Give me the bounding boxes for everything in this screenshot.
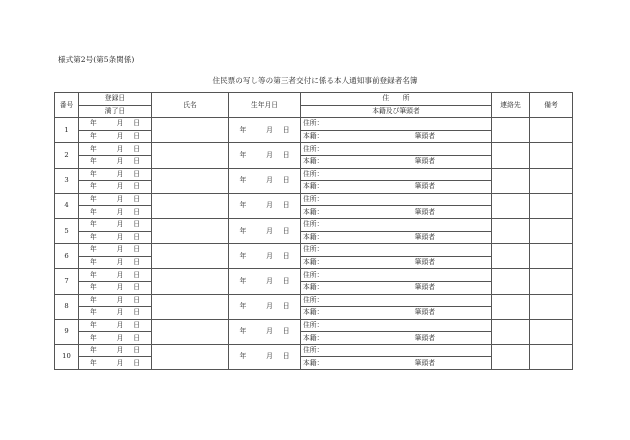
name-cell[interactable] [152, 193, 229, 218]
remarks-cell[interactable] [530, 244, 573, 269]
birth-date-cell[interactable] [229, 344, 301, 369]
household-head-label: 筆頭者 [414, 358, 435, 367]
date-year-label: 年 [90, 295, 97, 304]
table-row [55, 319, 573, 332]
domicile-label: 本籍： [303, 132, 324, 141]
date-month-label: 月 [266, 150, 273, 159]
date-year-label: 年 [239, 125, 247, 134]
date-year-label: 年 [90, 220, 97, 229]
expiry-date-cell[interactable] [79, 130, 152, 143]
date-year-label: 年 [90, 320, 97, 329]
household-head-label: 筆頭者 [414, 333, 435, 342]
date-month-label: 月 [266, 251, 273, 260]
header-birth-date: 生年月日 [229, 93, 301, 118]
domicile-cell[interactable] [301, 307, 492, 320]
address-label: 住所： [303, 270, 324, 279]
domicile-cell[interactable] [301, 155, 492, 168]
table-row [55, 143, 573, 156]
date-day-label: 日 [133, 220, 140, 229]
remarks-cell[interactable] [530, 193, 573, 218]
date-month-label: 月 [266, 226, 273, 235]
name-cell[interactable] [152, 143, 229, 168]
date-year-label: 年 [239, 327, 247, 336]
domicile-label: 本籍： [303, 232, 324, 241]
date-month-label: 月 [266, 352, 273, 361]
date-month-label: 月 [116, 295, 124, 304]
row-number: 9 [55, 319, 79, 344]
address-label: 住所： [303, 195, 324, 204]
birth-date-cell[interactable] [229, 168, 301, 193]
domicile-cell[interactable] [301, 130, 492, 143]
date-year-label: 年 [90, 245, 97, 254]
date-day-label: 日 [282, 176, 290, 185]
birth-date-cell[interactable] [229, 143, 301, 168]
registration-date-cell[interactable] [79, 344, 152, 357]
registration-date-cell[interactable] [79, 118, 152, 131]
address-label: 住所： [303, 295, 324, 304]
domicile-label: 本籍： [303, 333, 324, 342]
household-head-label: 筆頭者 [414, 308, 435, 317]
remarks-cell[interactable] [530, 319, 573, 344]
domicile-label: 本籍： [303, 207, 324, 216]
row-number: 5 [55, 218, 79, 243]
name-cell[interactable] [152, 269, 229, 294]
date-day-label: 日 [282, 201, 290, 210]
expiry-date-cell[interactable] [79, 357, 152, 370]
address-label: 住所： [303, 320, 324, 329]
address-cell[interactable] [301, 118, 492, 131]
name-cell[interactable] [152, 319, 229, 344]
date-month-label: 月 [116, 308, 124, 317]
date-year-label: 年 [239, 226, 247, 235]
date-month-label: 月 [266, 125, 273, 134]
header-expiry-date: 満了日 [79, 105, 152, 118]
birth-date-cell[interactable] [229, 218, 301, 243]
address-label: 住所： [303, 220, 324, 229]
date-month-label: 月 [266, 276, 273, 285]
date-month-label: 月 [266, 302, 273, 311]
contact-cell[interactable] [492, 218, 530, 243]
row-number: 8 [55, 294, 79, 319]
domicile-cell[interactable] [301, 357, 492, 370]
address-label: 住所： [303, 245, 324, 254]
address-cell[interactable] [301, 344, 492, 357]
date-day-label: 日 [133, 320, 140, 329]
date-month-label: 月 [116, 169, 124, 178]
address-cell[interactable] [301, 168, 492, 181]
row-number: 10 [55, 344, 79, 369]
birth-date-cell[interactable] [229, 319, 301, 344]
date-day-label: 日 [282, 327, 290, 336]
date-day-label: 日 [133, 132, 140, 141]
domicile-cell[interactable] [301, 206, 492, 219]
date-day-label: 日 [133, 346, 140, 355]
registration-date-cell[interactable] [79, 244, 152, 257]
header-number: 番号 [55, 93, 79, 118]
header-domicile: 本籍及び筆頭者 [301, 105, 492, 118]
date-month-label: 月 [116, 207, 124, 216]
address-label: 住所： [303, 346, 324, 355]
address-cell[interactable] [301, 319, 492, 332]
name-cell[interactable] [152, 218, 229, 243]
date-year-label: 年 [90, 358, 97, 367]
expiry-date-cell[interactable] [79, 206, 152, 219]
date-year-label: 年 [239, 201, 247, 210]
expiry-date-cell[interactable] [79, 231, 152, 244]
expiry-date-cell[interactable] [79, 256, 152, 269]
date-day-label: 日 [282, 276, 290, 285]
domicile-label: 本籍： [303, 157, 324, 166]
date-day-label: 日 [133, 157, 140, 166]
domicile-label: 本籍： [303, 182, 324, 191]
date-month-label: 月 [116, 333, 124, 342]
date-month-label: 月 [116, 320, 124, 329]
header-contact: 連絡先 [492, 93, 530, 118]
date-year-label: 年 [90, 182, 97, 191]
domicile-cell[interactable] [301, 181, 492, 194]
table-row [55, 193, 573, 206]
name-cell[interactable] [152, 168, 229, 193]
date-year-label: 年 [239, 176, 247, 185]
contact-cell[interactable] [492, 118, 530, 143]
header-address: 住 所 [301, 93, 492, 106]
date-month-label: 月 [266, 201, 273, 210]
row-number: 2 [55, 143, 79, 168]
row-number: 1 [55, 118, 79, 143]
header-registration-date: 登録日 [79, 93, 152, 106]
household-head-label: 筆頭者 [414, 157, 435, 166]
remarks-cell[interactable] [530, 294, 573, 319]
address-cell[interactable] [301, 218, 492, 231]
expiry-date-cell[interactable] [79, 281, 152, 294]
date-month-label: 月 [266, 327, 273, 336]
date-year-label: 年 [90, 258, 97, 267]
date-year-label: 年 [90, 132, 97, 141]
date-month-label: 月 [116, 195, 124, 204]
remarks-cell[interactable] [530, 344, 573, 369]
date-day-label: 日 [133, 144, 140, 153]
date-year-label: 年 [90, 119, 97, 128]
registration-date-cell[interactable] [79, 218, 152, 231]
domicile-label: 本籍： [303, 258, 324, 267]
header-remarks: 備考 [530, 93, 573, 118]
table-row [55, 344, 573, 357]
date-year-label: 年 [90, 308, 97, 317]
birth-date-cell[interactable] [229, 244, 301, 269]
date-day-label: 日 [133, 232, 140, 241]
date-day-label: 日 [282, 352, 290, 361]
household-head-label: 筆頭者 [414, 182, 435, 191]
table-row [55, 269, 573, 282]
birth-date-cell[interactable] [229, 294, 301, 319]
contact-cell[interactable] [492, 269, 530, 294]
birth-date-cell[interactable] [229, 193, 301, 218]
household-head-label: 筆頭者 [414, 283, 435, 292]
date-month-label: 月 [116, 245, 124, 254]
contact-cell[interactable] [492, 319, 530, 344]
date-year-label: 年 [90, 346, 97, 355]
contact-cell[interactable] [492, 344, 530, 369]
contact-cell[interactable] [492, 193, 530, 218]
household-head-label: 筆頭者 [414, 207, 435, 216]
date-year-label: 年 [90, 195, 97, 204]
date-year-label: 年 [239, 352, 247, 361]
name-cell[interactable] [152, 344, 229, 369]
address-label: 住所： [303, 144, 324, 153]
date-day-label: 日 [282, 150, 290, 159]
date-year-label: 年 [90, 169, 97, 178]
date-month-label: 月 [116, 270, 124, 279]
date-year-label: 年 [239, 150, 247, 159]
date-month-label: 月 [116, 358, 124, 367]
date-year-label: 年 [90, 232, 97, 241]
domicile-label: 本籍： [303, 283, 324, 292]
remarks-cell[interactable] [530, 143, 573, 168]
registration-date-cell[interactable] [79, 294, 152, 307]
remarks-cell[interactable] [530, 118, 573, 143]
date-month-label: 月 [116, 132, 124, 141]
date-day-label: 日 [133, 333, 140, 342]
header-name: 氏名 [152, 93, 229, 118]
date-day-label: 日 [133, 258, 140, 267]
date-day-label: 日 [133, 358, 140, 367]
table-row [55, 118, 573, 131]
contact-cell[interactable] [492, 168, 530, 193]
date-month-label: 月 [116, 283, 124, 292]
date-day-label: 日 [133, 245, 140, 254]
row-number: 4 [55, 193, 79, 218]
date-year-label: 年 [239, 276, 247, 285]
date-year-label: 年 [90, 333, 97, 342]
address-cell[interactable] [301, 269, 492, 282]
registration-date-cell[interactable] [79, 319, 152, 332]
date-year-label: 年 [90, 144, 97, 153]
expiry-date-cell[interactable] [79, 307, 152, 320]
remarks-cell[interactable] [530, 269, 573, 294]
date-year-label: 年 [90, 283, 97, 292]
domicile-label: 本籍： [303, 308, 324, 317]
address-label: 住所： [303, 169, 324, 178]
name-cell[interactable] [152, 244, 229, 269]
contact-cell[interactable] [492, 244, 530, 269]
date-year-label: 年 [90, 270, 97, 279]
address-label: 住所： [303, 119, 324, 128]
address-cell[interactable] [301, 294, 492, 307]
form-number: 様式第2号(第5条関係) [58, 55, 135, 64]
date-day-label: 日 [133, 169, 140, 178]
date-day-label: 日 [133, 283, 140, 292]
date-month-label: 月 [116, 232, 124, 241]
document-title: 住民票の写し等の第三者交付に係る本人通知事前登録者名簿 [212, 76, 418, 85]
date-month-label: 月 [116, 119, 124, 128]
table-row [55, 244, 573, 257]
date-day-label: 日 [282, 125, 290, 134]
name-cell[interactable] [152, 118, 229, 143]
household-head-label: 筆頭者 [414, 132, 435, 141]
domicile-cell[interactable] [301, 256, 492, 269]
date-year-label: 年 [239, 302, 247, 311]
remarks-cell[interactable] [530, 168, 573, 193]
registration-date-cell[interactable] [79, 269, 152, 282]
birth-date-cell[interactable] [229, 118, 301, 143]
row-number: 3 [55, 168, 79, 193]
table-row [55, 168, 573, 181]
domicile-cell[interactable] [301, 332, 492, 345]
date-month-label: 月 [116, 258, 124, 267]
registration-date-cell[interactable] [79, 193, 152, 206]
registry-table [54, 92, 573, 370]
date-year-label: 年 [90, 207, 97, 216]
expiry-date-cell[interactable] [79, 332, 152, 345]
expiry-date-cell[interactable] [79, 181, 152, 194]
contact-cell[interactable] [492, 143, 530, 168]
date-day-label: 日 [282, 302, 290, 311]
registration-date-cell[interactable] [79, 168, 152, 181]
address-cell[interactable] [301, 193, 492, 206]
date-day-label: 日 [133, 295, 140, 304]
date-month-label: 月 [266, 176, 273, 185]
domicile-label: 本籍： [303, 358, 324, 367]
table-row [55, 218, 573, 231]
registration-date-cell[interactable] [79, 143, 152, 156]
domicile-cell[interactable] [301, 231, 492, 244]
domicile-cell[interactable] [301, 281, 492, 294]
row-number: 7 [55, 269, 79, 294]
date-month-label: 月 [116, 346, 124, 355]
date-day-label: 日 [133, 195, 140, 204]
address-cell[interactable] [301, 244, 492, 257]
date-day-label: 日 [133, 207, 140, 216]
row-number: 6 [55, 244, 79, 269]
date-month-label: 月 [116, 182, 124, 191]
date-day-label: 日 [133, 308, 140, 317]
expiry-date-cell[interactable] [79, 155, 152, 168]
date-month-label: 月 [116, 144, 124, 153]
address-cell[interactable] [301, 143, 492, 156]
name-cell[interactable] [152, 294, 229, 319]
date-day-label: 日 [282, 251, 290, 260]
date-day-label: 日 [133, 119, 140, 128]
remarks-cell[interactable] [530, 218, 573, 243]
household-head-label: 筆頭者 [414, 232, 435, 241]
date-day-label: 日 [282, 226, 290, 235]
birth-date-cell[interactable] [229, 269, 301, 294]
date-month-label: 月 [116, 220, 124, 229]
table-row [55, 294, 573, 307]
date-year-label: 年 [90, 157, 97, 166]
contact-cell[interactable] [492, 294, 530, 319]
household-head-label: 筆頭者 [414, 258, 435, 267]
date-year-label: 年 [239, 251, 247, 260]
date-day-label: 日 [133, 270, 140, 279]
date-day-label: 日 [133, 182, 140, 191]
date-month-label: 月 [116, 157, 124, 166]
